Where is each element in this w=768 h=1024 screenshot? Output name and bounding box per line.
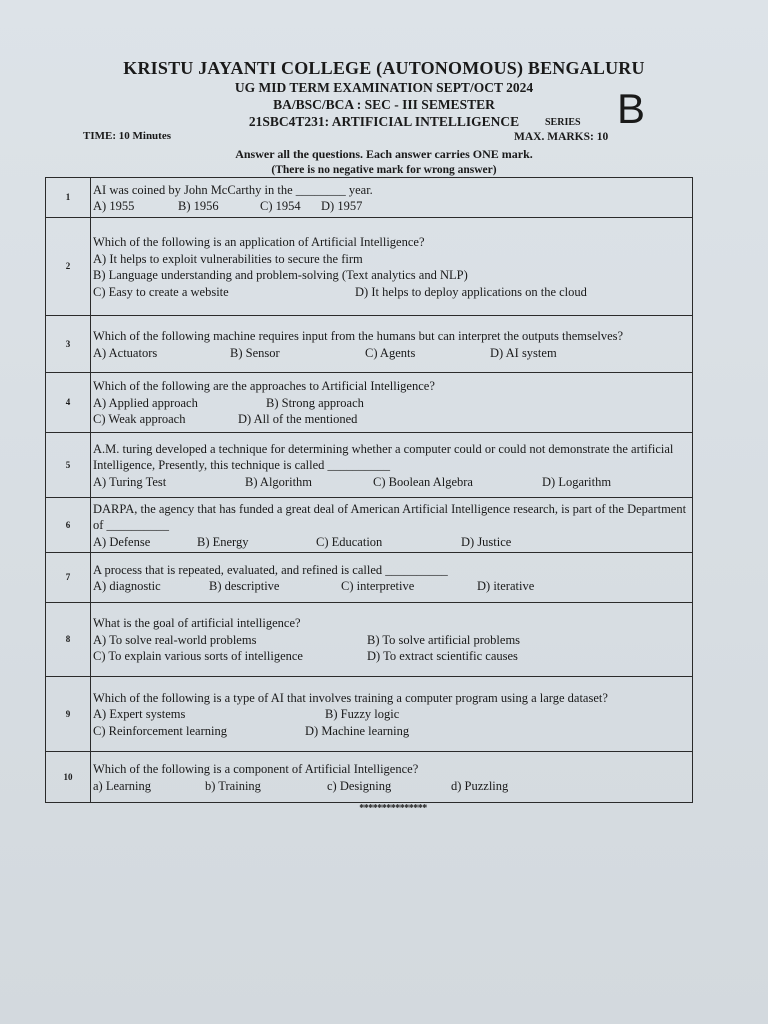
question-number: 6	[46, 498, 91, 553]
instructions: Answer all the questions. Each answer carries ONE mark.	[235, 147, 533, 161]
question-body	[91, 373, 693, 433]
questions-table	[45, 177, 693, 803]
question-body	[91, 178, 693, 218]
end-stars: ***************	[359, 803, 427, 814]
options-row	[93, 411, 688, 428]
question-body	[91, 433, 693, 498]
answer-option: a) Learning	[93, 778, 151, 793]
question-body	[91, 498, 693, 553]
options-row	[93, 578, 688, 595]
question-text: Which of the following are the approaches to Artificial Intelligence?	[93, 379, 435, 394]
question-body	[91, 677, 693, 752]
answer-option: C) 1954	[260, 199, 301, 213]
answer-option: D) Machine learning	[305, 723, 410, 738]
options-row	[93, 345, 688, 362]
series-letter: B	[617, 85, 646, 132]
options-row	[93, 706, 688, 723]
answer-option: B) Language understanding and problem-solving (Text analytics and NLP)	[93, 268, 468, 282]
program-line: BA/BSC/BCA : SEC - III SEMESTER	[273, 97, 495, 112]
question-row	[46, 752, 693, 803]
question-row	[46, 498, 693, 553]
max-marks: MAX. MARKS: 10	[514, 131, 609, 143]
answer-option: B) Strong approach	[266, 395, 364, 410]
answer-option: B) To solve artificial problems	[367, 632, 521, 647]
college-name: KRISTU JAYANTI COLLEGE (AUTONOMOUS) BENGALURU	[123, 58, 645, 78]
question-row	[46, 677, 693, 752]
answer-option: d) Puzzling	[451, 778, 509, 793]
answer-option: C) interpretive	[341, 579, 415, 593]
question-number: 7	[46, 553, 91, 603]
question-number: 8	[46, 603, 91, 677]
answer-option: D) 1957	[321, 199, 363, 213]
question-row	[46, 553, 693, 603]
question-text: AI was coined by John McCarthy in the ________ year.	[93, 182, 373, 197]
options-row	[93, 778, 688, 795]
question-body	[91, 316, 693, 373]
answer-option: A) Applied approach	[93, 395, 198, 410]
answer-option: A) Defense	[93, 534, 151, 549]
question-text: A.M. turing developed a technique for determining whether a computer could or could not demonstrate the artificial Intelligence, Presently, this technique is called __________	[93, 441, 674, 473]
answer-option: A) Actuators	[93, 345, 158, 360]
question-text: Which of the following is a component of Artificial Intelligence?	[93, 762, 419, 776]
question-text: DARPA, the agency that has funded a great deal of American Artificial Intelligence research, is part of the Department of __________	[93, 501, 687, 533]
answer-option: D) AI system	[490, 345, 557, 360]
options-row	[93, 395, 688, 412]
question-text: A process that is repeated, evaluated, and refined is called __________	[93, 562, 448, 577]
answer-option: C) Boolean Algebra	[373, 474, 473, 489]
question-body	[91, 752, 693, 803]
options-row	[93, 267, 688, 284]
options-row	[93, 632, 688, 649]
question-row	[46, 373, 693, 433]
question-number: 1	[46, 178, 91, 218]
question-text: Which of the following is a type of AI that involves training a computer program using a large dataset?	[93, 690, 608, 705]
question-text: Which of the following machine requires input from the humans but can interpret the outputs themselves?	[93, 329, 624, 343]
answer-option: C) Agents	[365, 345, 416, 360]
answer-option: b) Training	[205, 778, 261, 793]
answer-option: B) Fuzzy logic	[325, 707, 400, 722]
answer-option: A) 1955	[93, 199, 135, 213]
question-row	[46, 178, 693, 218]
answer-option: A) It helps to exploit vulnerabilities to secure the firm	[93, 251, 363, 266]
answer-option: A) diagnostic	[93, 579, 161, 593]
answer-option: C) Easy to create a website	[93, 284, 229, 299]
answer-option: C) Weak approach	[93, 412, 186, 427]
answer-option: B) descriptive	[209, 579, 280, 593]
question-number: 5	[46, 433, 91, 498]
question-text: What is the goal of artificial intelligence?	[93, 616, 301, 631]
question-text: Which of the following is an application of Artificial Intelligence?	[93, 235, 425, 249]
course-line: 21SBC4T231: ARTIFICIAL INTELLIGENCE	[248, 114, 520, 129]
question-row	[46, 218, 693, 316]
question-number: 4	[46, 373, 91, 433]
options-row	[93, 648, 688, 665]
time-allowed: TIME: 10 Minutes	[83, 130, 171, 142]
question-number: 10	[46, 752, 91, 803]
options-row	[93, 198, 688, 215]
answer-option: C) Education	[316, 534, 383, 549]
answer-option: B) Sensor	[230, 345, 280, 360]
answer-option: D) Justice	[461, 534, 512, 549]
answer-option: D) To extract scientific causes	[367, 649, 518, 664]
question-body	[91, 218, 693, 316]
answer-option: D) All of the mentioned	[238, 412, 358, 427]
question-number: 2	[46, 218, 91, 316]
question-number: 9	[46, 677, 91, 752]
answer-option: A) Turing Test	[93, 474, 167, 489]
question-body	[91, 603, 693, 677]
question-number: 3	[46, 316, 91, 373]
question-row	[46, 603, 693, 677]
answer-option: A) Expert systems	[93, 707, 186, 722]
question-row	[46, 433, 693, 498]
question-body	[91, 553, 693, 603]
answer-option: C) Reinforcement learning	[93, 723, 227, 738]
series-label: SERIES	[545, 117, 581, 128]
answer-option: D) It helps to deploy applications on the cloud	[355, 284, 587, 299]
question-row	[46, 316, 693, 373]
answer-option: B) Energy	[197, 534, 249, 549]
exam-title: UG MID TERM EXAMINATION SEPT/OCT 2024	[234, 80, 534, 95]
answer-option: B) 1956	[178, 199, 219, 213]
answer-option: D) iterative	[477, 579, 535, 593]
options-row	[93, 723, 688, 740]
answer-option: c) Designing	[327, 778, 392, 793]
options-row	[93, 251, 688, 268]
negative-mark-note: (There is no negative mark for wrong answer)	[271, 164, 497, 176]
options-row	[93, 474, 688, 491]
answer-option: D) Logarithm	[542, 474, 612, 489]
options-row	[93, 284, 688, 301]
answer-option: A) To solve real-world problems	[93, 632, 257, 647]
answer-option: B) Algorithm	[245, 474, 313, 489]
options-row	[93, 534, 688, 551]
answer-option: C) To explain various sorts of intelligence	[93, 649, 303, 664]
